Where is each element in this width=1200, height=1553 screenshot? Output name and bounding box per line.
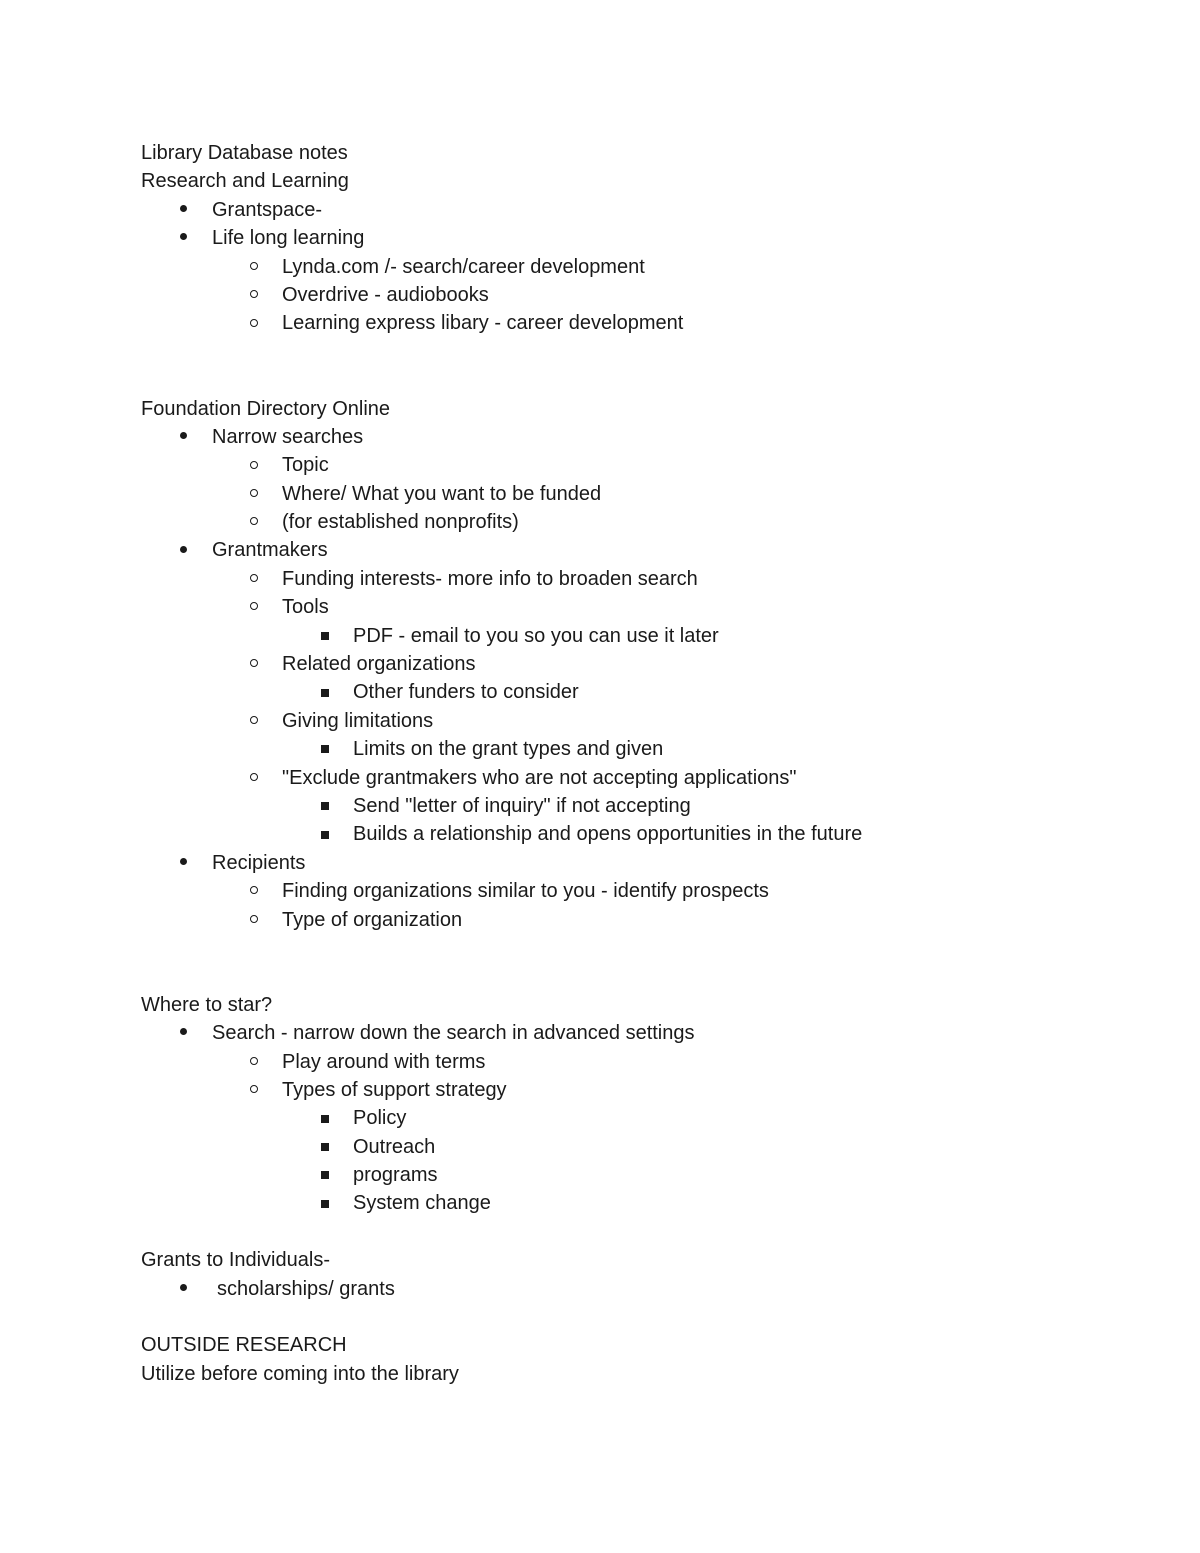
bullet-circle-icon (250, 602, 258, 610)
spacer (141, 1218, 1141, 1246)
list-item (141, 1189, 1141, 1217)
list-item (141, 1161, 1141, 1189)
list-item (141, 224, 1141, 252)
list-item (141, 593, 1141, 621)
list-item (141, 1076, 1141, 1104)
bullet-circle-icon (250, 262, 258, 270)
list-item-text: Types of support strategy (282, 1078, 507, 1101)
list-item-text: "Exclude grantmakers who are not accepting applications" (282, 766, 797, 789)
bullet-circle-icon (250, 659, 258, 667)
bullet-circle-icon (250, 574, 258, 582)
list-item (141, 1275, 1141, 1303)
bullet-circle-icon (250, 489, 258, 497)
list-item (141, 764, 1141, 792)
list-item-text: Policy (353, 1107, 407, 1130)
bullet-disc-icon (180, 1028, 187, 1035)
bullet-square-icon (321, 1115, 329, 1123)
bullet-circle-icon (250, 1085, 258, 1093)
section-title-library-database-notes: Library Database notes (141, 142, 348, 164)
bullet-circle-icon (250, 1057, 258, 1065)
list-item-text: Lynda.com /- search/career development (282, 255, 645, 278)
list-item (141, 1133, 1141, 1161)
bullet-disc-icon (180, 1284, 187, 1291)
list-item-text: Play around with terms (282, 1050, 486, 1073)
list-item (141, 735, 1141, 763)
bullet-square-icon (321, 689, 329, 697)
section-subtitle-research-and-learning: Research and Learning (141, 170, 349, 193)
section-title-foundation-directory-online: Foundation Directory Online (141, 397, 391, 420)
list-item (141, 678, 1141, 706)
list-item-text: Life long learning (212, 227, 365, 250)
section-title-outside-research: OUTSIDE RESEARCH (141, 1334, 347, 1357)
list-item-text: Related organizations (282, 653, 476, 676)
list-item (141, 196, 1141, 224)
section-title-grants-to-individuals: Grants to Individuals- (141, 1249, 330, 1272)
bullet-square-icon (321, 1171, 329, 1179)
bullet-circle-icon (250, 716, 258, 724)
section-title-where-to-start: Where to star? (141, 993, 273, 1016)
list-item-text: Topic (282, 454, 329, 477)
list-item-text: Tools (282, 596, 329, 619)
list-item-text: scholarships/ grants (217, 1277, 395, 1300)
bullet-square-icon (321, 632, 329, 640)
list-item (141, 1104, 1141, 1132)
list-item (141, 820, 1141, 848)
list-item-text: Where/ What you want to be funded (282, 482, 602, 505)
list-item-text: Giving limitations (282, 709, 434, 732)
bullet-square-icon (321, 1143, 329, 1151)
list-item-text: Learning express libary - career development (282, 312, 684, 335)
bullet-square-icon (321, 802, 329, 810)
list-item (141, 253, 1141, 281)
document-body (141, 139, 1141, 1388)
bullet-disc-icon (180, 233, 187, 240)
section-subtitle-utilize: Utilize before coming into the library (141, 1362, 459, 1385)
list-item-text: Grantmakers (212, 539, 328, 562)
list-item-text: Search - narrow down the search in advanced settings (212, 1022, 695, 1045)
list-item (141, 906, 1141, 934)
list-item-text: Send "letter of inquiry" if not accepting (353, 795, 691, 817)
bullet-square-icon (321, 745, 329, 753)
spacer (141, 934, 1141, 991)
bullet-circle-icon (250, 517, 258, 525)
bullet-circle-icon (250, 915, 258, 923)
bullet-disc-icon (180, 858, 187, 865)
bullet-disc-icon (180, 205, 187, 212)
list-item-text: programs (353, 1164, 438, 1187)
list-item (141, 480, 1141, 508)
list-item (141, 536, 1141, 564)
list-item-text: Funding interests- more info to broaden search (282, 567, 698, 590)
list-item-text: Grantspace- (212, 198, 323, 221)
list-item-text: Narrow searches (212, 425, 364, 448)
list-item-text: PDF - email to you so you can use it later (353, 624, 719, 647)
list-item (141, 622, 1141, 650)
bullet-square-icon (321, 1200, 329, 1208)
list-item (141, 650, 1141, 678)
bullet-circle-icon (250, 886, 258, 894)
spacer (141, 1303, 1141, 1331)
list-item-text: Recipients (212, 851, 306, 874)
list-item (141, 565, 1141, 593)
list-item-text: Overdrive - audiobooks (282, 283, 489, 306)
bullet-circle-icon (250, 461, 258, 469)
list-item (141, 1019, 1141, 1047)
bullet-square-icon (321, 831, 329, 839)
list-item-text: Type of organization (282, 908, 463, 931)
list-item-text: Builds a relationship and opens opportunities in the future (353, 823, 863, 846)
list-item (141, 792, 1141, 820)
list-item-text: Finding organizations similar to you - identify prospects (282, 880, 769, 903)
bullet-disc-icon (180, 432, 187, 439)
list-item (141, 707, 1141, 735)
bullet-circle-icon (250, 319, 258, 327)
list-item (141, 423, 1141, 451)
list-item (141, 849, 1141, 877)
bullet-disc-icon (180, 546, 187, 553)
list-item-text: System change (353, 1192, 491, 1215)
list-item (141, 877, 1141, 905)
list-item (141, 309, 1141, 337)
spacer (141, 338, 1141, 395)
list-item (141, 508, 1141, 536)
bullet-circle-icon (250, 773, 258, 781)
list-item (141, 451, 1141, 479)
bullet-circle-icon (250, 290, 258, 298)
list-item (141, 281, 1141, 309)
list-item-text: (for established nonprofits) (282, 511, 519, 534)
list-item-text: Limits on the grant types and given (353, 738, 664, 761)
list-item-text: Other funders to consider (353, 681, 579, 704)
list-item-text: Outreach (353, 1135, 436, 1158)
list-item (141, 1048, 1141, 1076)
